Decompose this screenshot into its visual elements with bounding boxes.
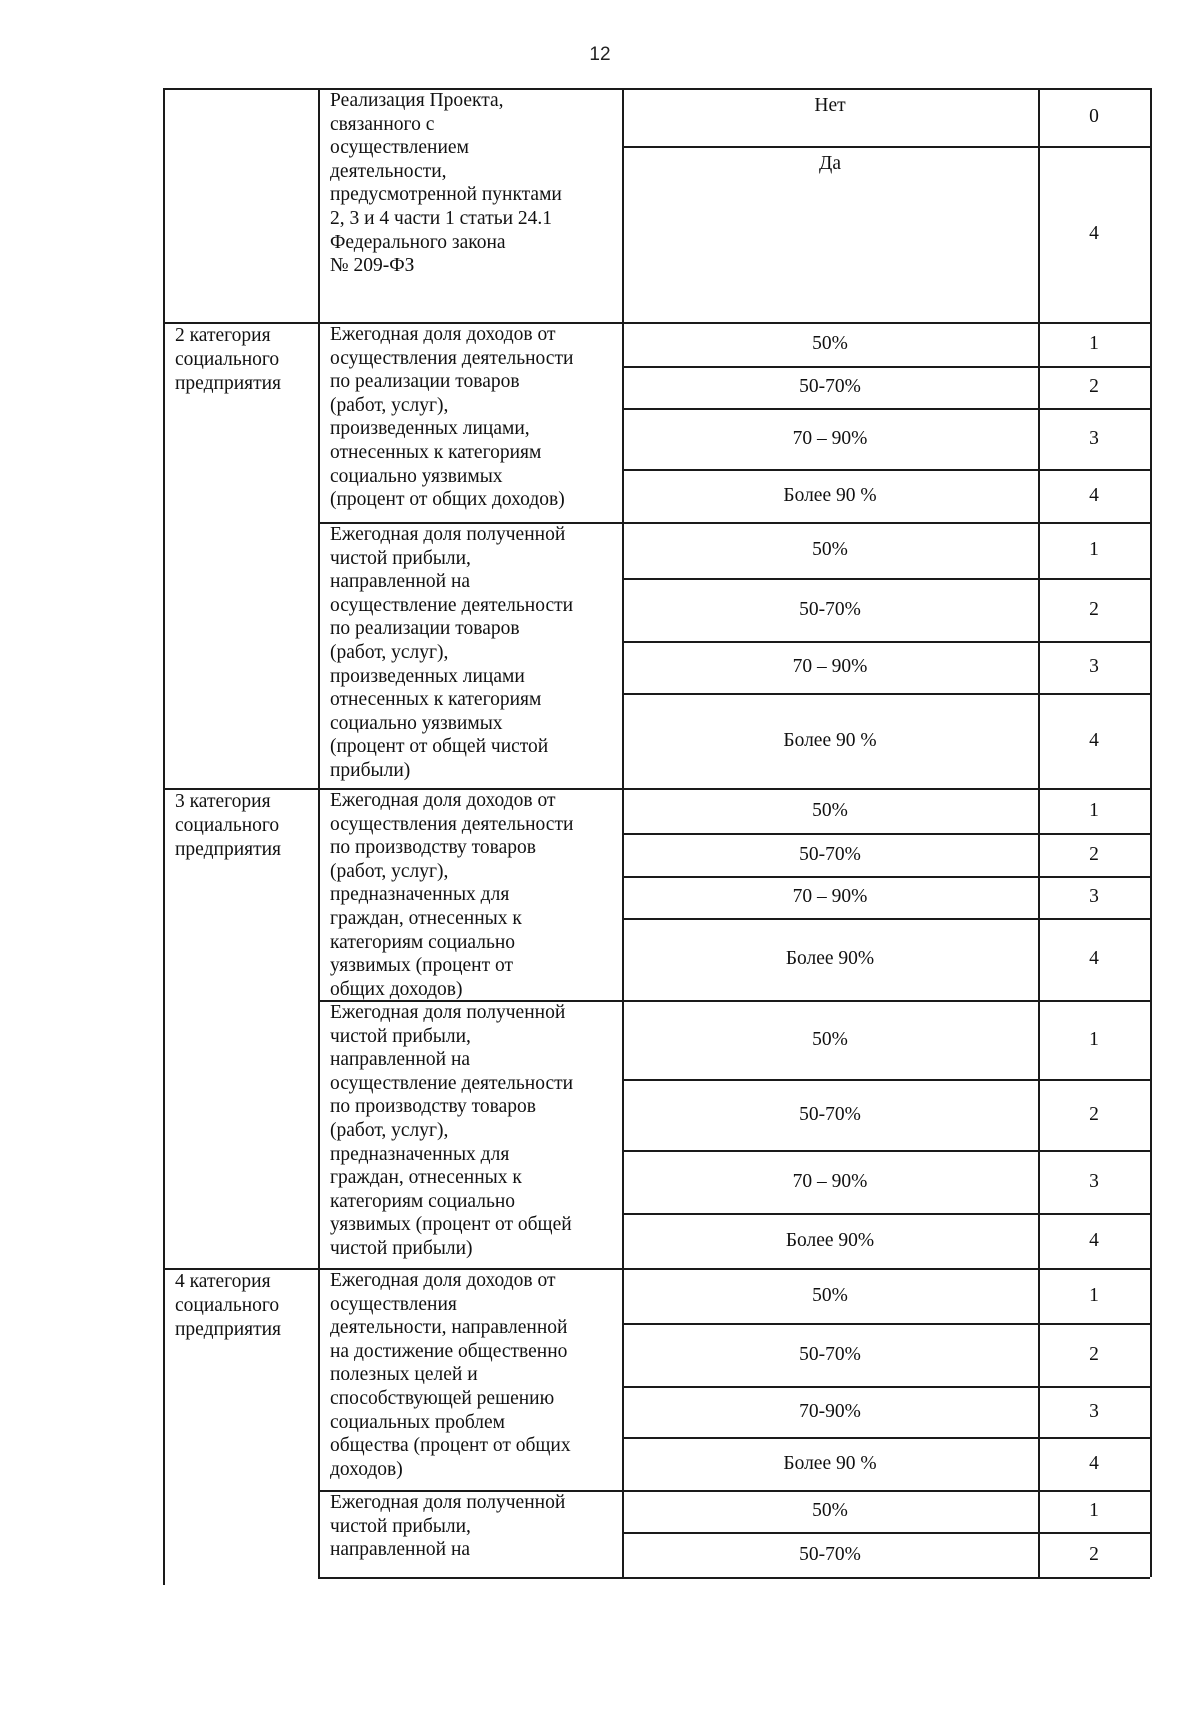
criterion-text: связанного с xyxy=(330,113,435,135)
option-score: 4 xyxy=(1089,729,1099,751)
criterion-text: Ежегодная доля доходов от xyxy=(330,1270,556,1291)
option-label: 50% xyxy=(812,1500,848,1521)
option-score: 1 xyxy=(1089,799,1099,821)
option-score: 3 xyxy=(1089,656,1099,677)
table-vline xyxy=(163,88,165,1585)
option-score: 4 xyxy=(1089,948,1099,969)
option-score: 2 xyxy=(1089,376,1099,397)
criterion-text: осуществления деятельности xyxy=(330,347,574,369)
criterion-text: прибыли) xyxy=(330,760,411,781)
table-hline xyxy=(163,88,1150,90)
option-label: Да xyxy=(819,153,841,174)
category-label: 2 категория xyxy=(175,325,271,346)
table-hline xyxy=(622,833,1150,835)
option-score: 0 xyxy=(1089,106,1099,127)
criterion-text: осуществление деятельности xyxy=(330,594,574,616)
category-label: социального xyxy=(175,815,280,836)
criterion-text: социально уязвимых xyxy=(330,712,503,734)
criterion-text: (работ, услуг), xyxy=(330,860,449,882)
table-vline xyxy=(318,88,320,1577)
criterion-text: осуществления xyxy=(330,1293,457,1315)
table-hline xyxy=(163,322,1150,324)
option-label: Более 90% xyxy=(785,948,875,969)
table-hline xyxy=(622,1213,1150,1215)
table-hline xyxy=(622,366,1150,368)
criterion-text: (работ, услуг), xyxy=(330,394,449,416)
option-score: 1 xyxy=(1089,539,1099,560)
criterion-text: деятельности, xyxy=(330,160,447,182)
option-label: 50% xyxy=(812,1284,848,1306)
criterion-text: граждан, отнесенных к xyxy=(330,1167,522,1189)
criterion-text: уязвимых (процент от общей xyxy=(330,1214,572,1236)
option-label: 50% xyxy=(812,333,848,354)
criterion-text: предназначенных для xyxy=(330,884,510,906)
criterion-text: произведенных лицами xyxy=(330,665,525,687)
criterion-text: уязвимых (процент от xyxy=(330,955,514,977)
option-label: 70-90% xyxy=(799,1400,861,1422)
criterion-text: (процент от общих доходов) xyxy=(330,489,565,511)
option-label: 50-70% xyxy=(799,1343,861,1365)
criterion-text: полезных целей и xyxy=(330,1364,478,1386)
option-score: 1 xyxy=(1089,1028,1099,1050)
table-hline xyxy=(622,1386,1150,1388)
option-score: 3 xyxy=(1089,1170,1099,1192)
option-score: 1 xyxy=(1089,333,1099,354)
criterion-text: Федерального закона xyxy=(330,231,506,253)
criterion-text: 2, 3 и 4 части 1 статьи 24.1 xyxy=(330,208,553,229)
option-score: 4 xyxy=(1089,223,1099,244)
criterion-text: Ежегодная доля полученной xyxy=(330,1492,566,1513)
table-hline xyxy=(622,641,1150,643)
table-hline xyxy=(622,918,1150,920)
option-label: Более 90 % xyxy=(783,729,877,751)
criterion-text: категориям социально xyxy=(330,1190,516,1212)
criterion-text: общих доходов) xyxy=(330,978,463,1000)
option-label: 70 – 90% xyxy=(792,656,868,677)
table-hline xyxy=(622,1323,1150,1325)
table-hline xyxy=(622,1079,1150,1081)
option-label: 50-70% xyxy=(799,1103,861,1125)
category-label: социального xyxy=(175,349,280,370)
criterion-text: чистой прибыли) xyxy=(330,1238,473,1259)
criterion-text: на достижение общественно xyxy=(330,1340,568,1362)
table-hline xyxy=(622,1437,1150,1439)
option-label: 50-70% xyxy=(799,376,861,397)
criterion-text: общества (процент от общих xyxy=(330,1435,571,1457)
option-score: 3 xyxy=(1089,886,1099,907)
option-score: 2 xyxy=(1089,1543,1099,1565)
category-label: предприятия xyxy=(175,839,282,860)
option-label: 50% xyxy=(812,539,848,560)
option-score: 4 xyxy=(1089,484,1099,506)
option-label: Более 90% xyxy=(785,1229,875,1251)
criterion-text: по реализации товаров xyxy=(330,371,520,393)
option-label: 50% xyxy=(812,1028,848,1050)
table-hline xyxy=(622,876,1150,878)
option-score: 3 xyxy=(1089,1400,1099,1422)
option-score: 1 xyxy=(1089,1284,1099,1306)
criterion-text: доходов) xyxy=(330,1458,403,1480)
option-score: 4 xyxy=(1089,1229,1099,1251)
category-label: социального xyxy=(175,1295,280,1316)
criterion-text: деятельности, направленной xyxy=(330,1317,568,1339)
table-hline xyxy=(622,578,1150,580)
criterion-text: чистой прибыли, xyxy=(330,547,471,569)
option-score: 3 xyxy=(1089,427,1099,449)
criterion-text: социальных проблем xyxy=(330,1411,505,1433)
criterion-text: социально уязвимых xyxy=(330,465,503,487)
criterion-text: (процент от общей чистой xyxy=(330,736,549,758)
criterion-text: осуществления деятельности xyxy=(330,813,574,835)
option-score: 2 xyxy=(1089,843,1099,865)
category-label: предприятия xyxy=(175,373,282,394)
option-score: 2 xyxy=(1089,1343,1099,1365)
criterion-text: № 209-ФЗ xyxy=(330,255,415,277)
criterion-text: по производству товаров xyxy=(330,1096,536,1118)
option-score: 2 xyxy=(1089,1103,1099,1125)
criterion-text: Ежегодная доля полученной xyxy=(330,524,566,545)
criterion-text: (работ, услуг), xyxy=(330,642,449,663)
option-label: 50% xyxy=(812,799,848,821)
table-hline xyxy=(622,693,1150,695)
option-label: Нет xyxy=(814,95,846,116)
option-label: Более 90 % xyxy=(783,1452,877,1474)
option-label: 70 – 90% xyxy=(792,1170,868,1192)
criterion-text: направленной на xyxy=(330,1049,471,1071)
option-label: 50-70% xyxy=(799,843,861,865)
option-label: 70 – 90% xyxy=(792,427,868,449)
table-hline xyxy=(622,146,1150,148)
criterion-text: осуществлением xyxy=(330,137,469,159)
table-vline xyxy=(1150,88,1152,1577)
criterion-text: направленной на xyxy=(330,571,471,593)
criterion-text: Ежегодная доля доходов от xyxy=(330,324,556,345)
table-hline xyxy=(318,1577,1150,1579)
criterion-text: граждан, отнесенных к xyxy=(330,908,522,929)
criterion-text: способствующей решению xyxy=(330,1388,555,1409)
table-hline xyxy=(163,1268,1150,1270)
criterion-text: отнесенных к категориям xyxy=(330,442,542,463)
criterion-text: Реализация Проекта, xyxy=(330,90,504,111)
criterion-text: по реализации товаров xyxy=(330,618,520,640)
page-number: 12 xyxy=(589,44,611,65)
table-hline xyxy=(622,408,1150,410)
criterion-text: чистой прибыли, xyxy=(330,1025,471,1047)
criterion-text: Ежегодная доля полученной xyxy=(330,1002,566,1023)
table-hline xyxy=(622,1150,1150,1152)
option-score: 1 xyxy=(1089,1500,1099,1521)
category-label: 4 категория xyxy=(175,1271,271,1292)
table-hline xyxy=(622,469,1150,471)
option-label: Более 90 % xyxy=(783,484,877,506)
option-score: 2 xyxy=(1089,598,1099,620)
option-score: 4 xyxy=(1089,1452,1099,1474)
criterion-text: предназначенных для xyxy=(330,1143,510,1165)
table-hline xyxy=(163,788,1150,790)
criterion-text: отнесенных к категориям xyxy=(330,689,542,711)
option-label: 70 – 90% xyxy=(792,886,868,907)
category-label: предприятия xyxy=(175,1319,282,1340)
criterion-text: чистой прибыли, xyxy=(330,1515,471,1537)
criterion-text: предусмотренной пунктами xyxy=(330,184,562,206)
criterion-text: по производству товаров xyxy=(330,837,536,859)
table-hline xyxy=(622,1532,1150,1534)
criterion-text: Ежегодная доля доходов от xyxy=(330,790,556,811)
option-label: 50-70% xyxy=(799,598,861,620)
criterion-text: произведенных лицами, xyxy=(330,418,530,440)
criterion-text: категориям социально xyxy=(330,931,516,953)
category-label: 3 категория xyxy=(175,791,271,812)
option-label: 50-70% xyxy=(799,1543,861,1565)
criterion-text: (работ, услуг), xyxy=(330,1120,449,1141)
criterion-text: направленной на xyxy=(330,1539,471,1561)
criterion-text: осуществление деятельности xyxy=(330,1072,574,1094)
